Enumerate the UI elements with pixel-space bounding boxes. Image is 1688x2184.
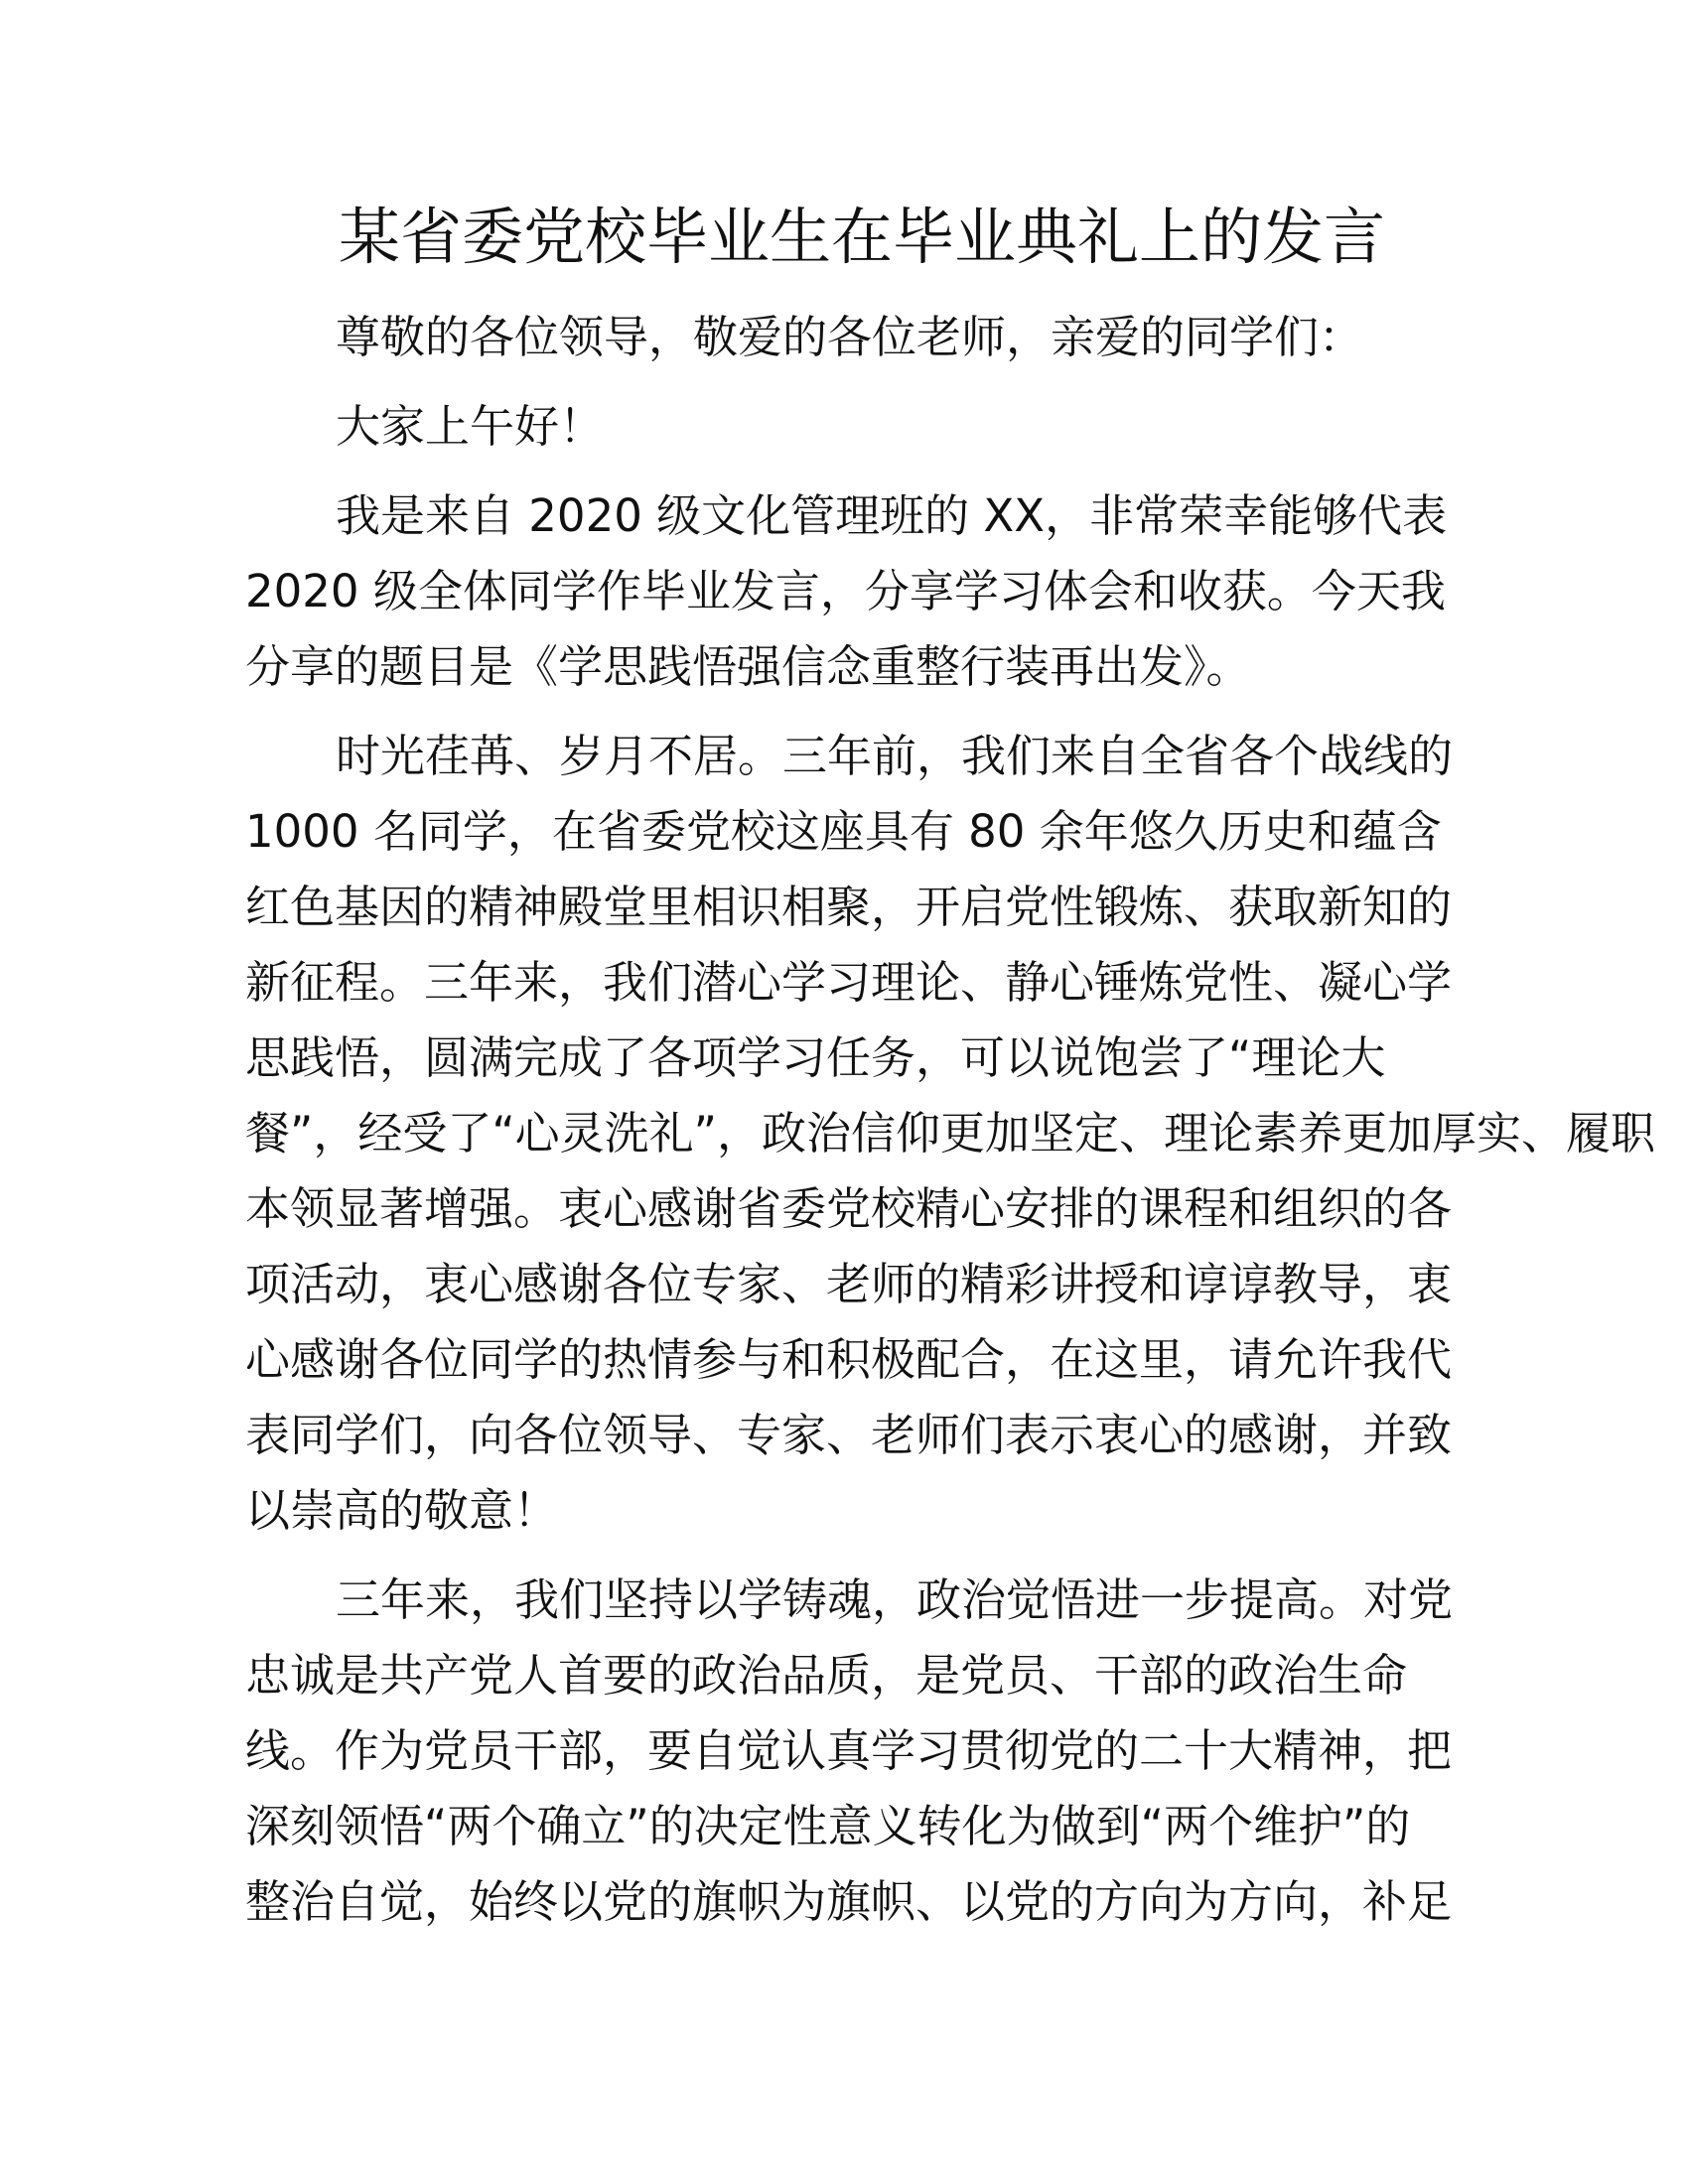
text-line: 三年来，我们坚持以学铸魂，政治觉悟进一步提高。对党 — [336, 1573, 1454, 1626]
text-line: 深刻领悟“两个确立”的决定性意义转化为做到“两个维护”的 — [245, 1800, 1411, 1852]
document-title: 某省委党校毕业生在毕业典礼上的发言 — [338, 201, 1385, 273]
text-line: 尊敬的各位领导，敬爱的各位老师，亲爱的同学们： — [336, 311, 1364, 363]
text-line: 我是来自 2020 级文化管理班的 XX，非常荣幸能够代表 — [336, 489, 1448, 542]
text-line: 整治自觉，始终以党的旗帜为旗帜、以党的方向为方向，补足 — [245, 1875, 1453, 1928]
text-line: 线。作为党员干部，要自觉认真学习贯彻党的二十大精神，把 — [245, 1724, 1453, 1777]
document-body — [245, 300, 1655, 1954]
text-line: 1000 名同学，在省委党校这座具有 80 余年悠久历史和蕴含 — [245, 805, 1442, 858]
text-line: 本领显著增强。衷心感谢省委党校精心安排的课程和组织的各 — [245, 1182, 1453, 1235]
paragraph — [245, 389, 1437, 465]
text-line: 忠诚是共产党人首要的政治品质，是党员、干部的政治生命 — [245, 1649, 1408, 1702]
text-line: 餐”，经受了“心灵洗礼”，政治信仰更加坚定、理论素养更加厚实、履职 — [245, 1107, 1655, 1160]
paragraph — [245, 1563, 1454, 1940]
text-line: 表同学们，向各位领导、专家、老师们表示衷心的感谢，并致 — [245, 1409, 1453, 1461]
text-line: 分享的题目是《学思践悟强信念重整行装再出发》。 — [245, 640, 1251, 693]
text-line: 思践悟，圆满完成了各项学习任务，可以说饱尝了“理论大 — [245, 1031, 1386, 1084]
paragraph — [245, 719, 1655, 1549]
text-line: 心感谢各位同学的热情参与和积极配合，在这里，请允许我代 — [245, 1333, 1453, 1386]
text-line: 时光荏苒、岁月不居。三年前，我们来自全省各个战线的 — [336, 730, 1454, 782]
text-line: 以崇高的敬意！ — [245, 1484, 559, 1537]
text-line: 项活动，衷心感谢各位专家、老师的精彩讲授和谆谆教导，衷 — [245, 1258, 1453, 1310]
text-line: 大家上午好！ — [336, 400, 605, 453]
text-line: 红色基因的精神殿堂里相识相聚，开启党性锻炼、获取新知的 — [245, 881, 1453, 933]
paragraph — [245, 300, 1437, 375]
paragraph — [245, 478, 1448, 705]
text-line: 新征程。三年来，我们潜心学习理论、静心锤炼党性、凝心学 — [245, 956, 1453, 1009]
text-line: 2020 级全体同学作毕业发言，分享学习体会和收获。今天我 — [245, 565, 1446, 617]
